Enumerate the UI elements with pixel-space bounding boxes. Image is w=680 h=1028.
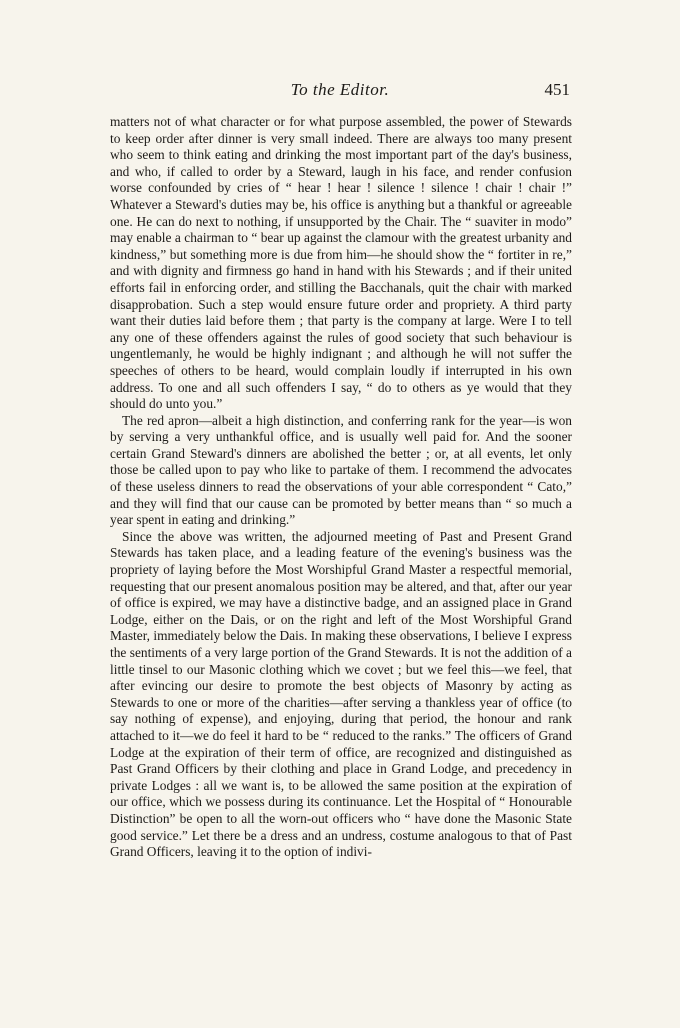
page-number: 451 [544,80,570,99]
running-title: To the Editor. [290,80,390,99]
running-header [110,80,570,104]
paragraph-1: matters not of what character or for what purpose assembled, the power of Stewards to keep order after dinner is very small indeed. There are always too many present who seem to think eating and drinking the most important part of the day's business, and who, if called to order by a Steward, laugh in his face, and render confusion worse confounded by cries of “ hear ! hear ! silence ! silence ! chair ! chair !” Whatever a Steward's duties may be, his office is anything but a thankful or agreeable one. He can do next to nothing, if unsupported by the Chair. The “ suaviter in modo” may enable a chairman to “ bear up against the clamour with the greatest urbanity and kindness,” but something more is due from him—he should show the “ fortiter in re,” and with dignity and firmness go hand in hand with his Stewards ; and if their united efforts fail in enforcing order, and stilling the Bacchanals, quit the chair with marked disapprobation. Such a step would ensure future order and propriety. A third party want their duties laid before them ; that party is the company at large. Were I to tell any one of these offenders against the rules of good society that such behaviour is ungentlemanly, he would be highly indignant ; and although he will not suffer the speeches of others to be heard, would complain loudly if interrupted in his own address. To one and all such offenders I say, “ do to others as ye would that they should do unto you.” [110,114,572,412]
body-text [110,114,572,861]
paragraph-2: The red apron—albeit a high distinction, and conferring rank for the year—is won by serving a very unthankful office, and is usually well paid for. And the sooner certain Grand Steward's dinners are abolished the better ; or, at all events, let only those be called upon to pay who like to partake of them. I recommend the advocates of these useless dinners to read the observations of your able correspondent “ Cato,” and they will find that our cause can be promoted by better means than “ so much a year spent in eating and drinking.” [110,412,572,528]
paragraph-3: Since the above was written, the adjourned meeting of Past and Present Grand Stewards has taken place, and a leading feature of the evening's business was the propriety of laying before the Most Worshipful Grand Master a respectful memorial, requesting that our present anomalous position may be altered, and that, after our year of office is expired, we may have a distinctive badge, and an assigned place in Grand Lodge, either on the Dais, or on the right and left of the Most Worshipful Grand Master, immediately below the Dais. In making these observations, I believe I express the sentiments of a very large portion of the Grand Stewards. It is not the addition of a little tinsel to our Masonic clothing which we covet ; but we feel this—we feel, that after evincing our desire to promote the best objects of Masonry by acting as Stewards to one or more of the charities—after serving a thankless year of office (to say nothing of expense), and enjoying, during that period, the honour and rank attached to it—we do feel it hard to be “ reduced to the ranks.” The officers of Grand Lodge at the expiration of their term of office, are recognized and distinguished as Past Grand Officers by their clothing and place in Grand Lodge, and precedency in private Lodges : all we want is, to be allowed the same position at the expiration of our office, which we possess during its continuance. Let the Hospital of “ Honourable Distinction” be open to all the worn-out officers who “ have done the Masonic State good service.” Let there be a dress and an undress, costume analogous to that of Past Grand Officers, leaving it to the option of indivi- [110,528,572,860]
